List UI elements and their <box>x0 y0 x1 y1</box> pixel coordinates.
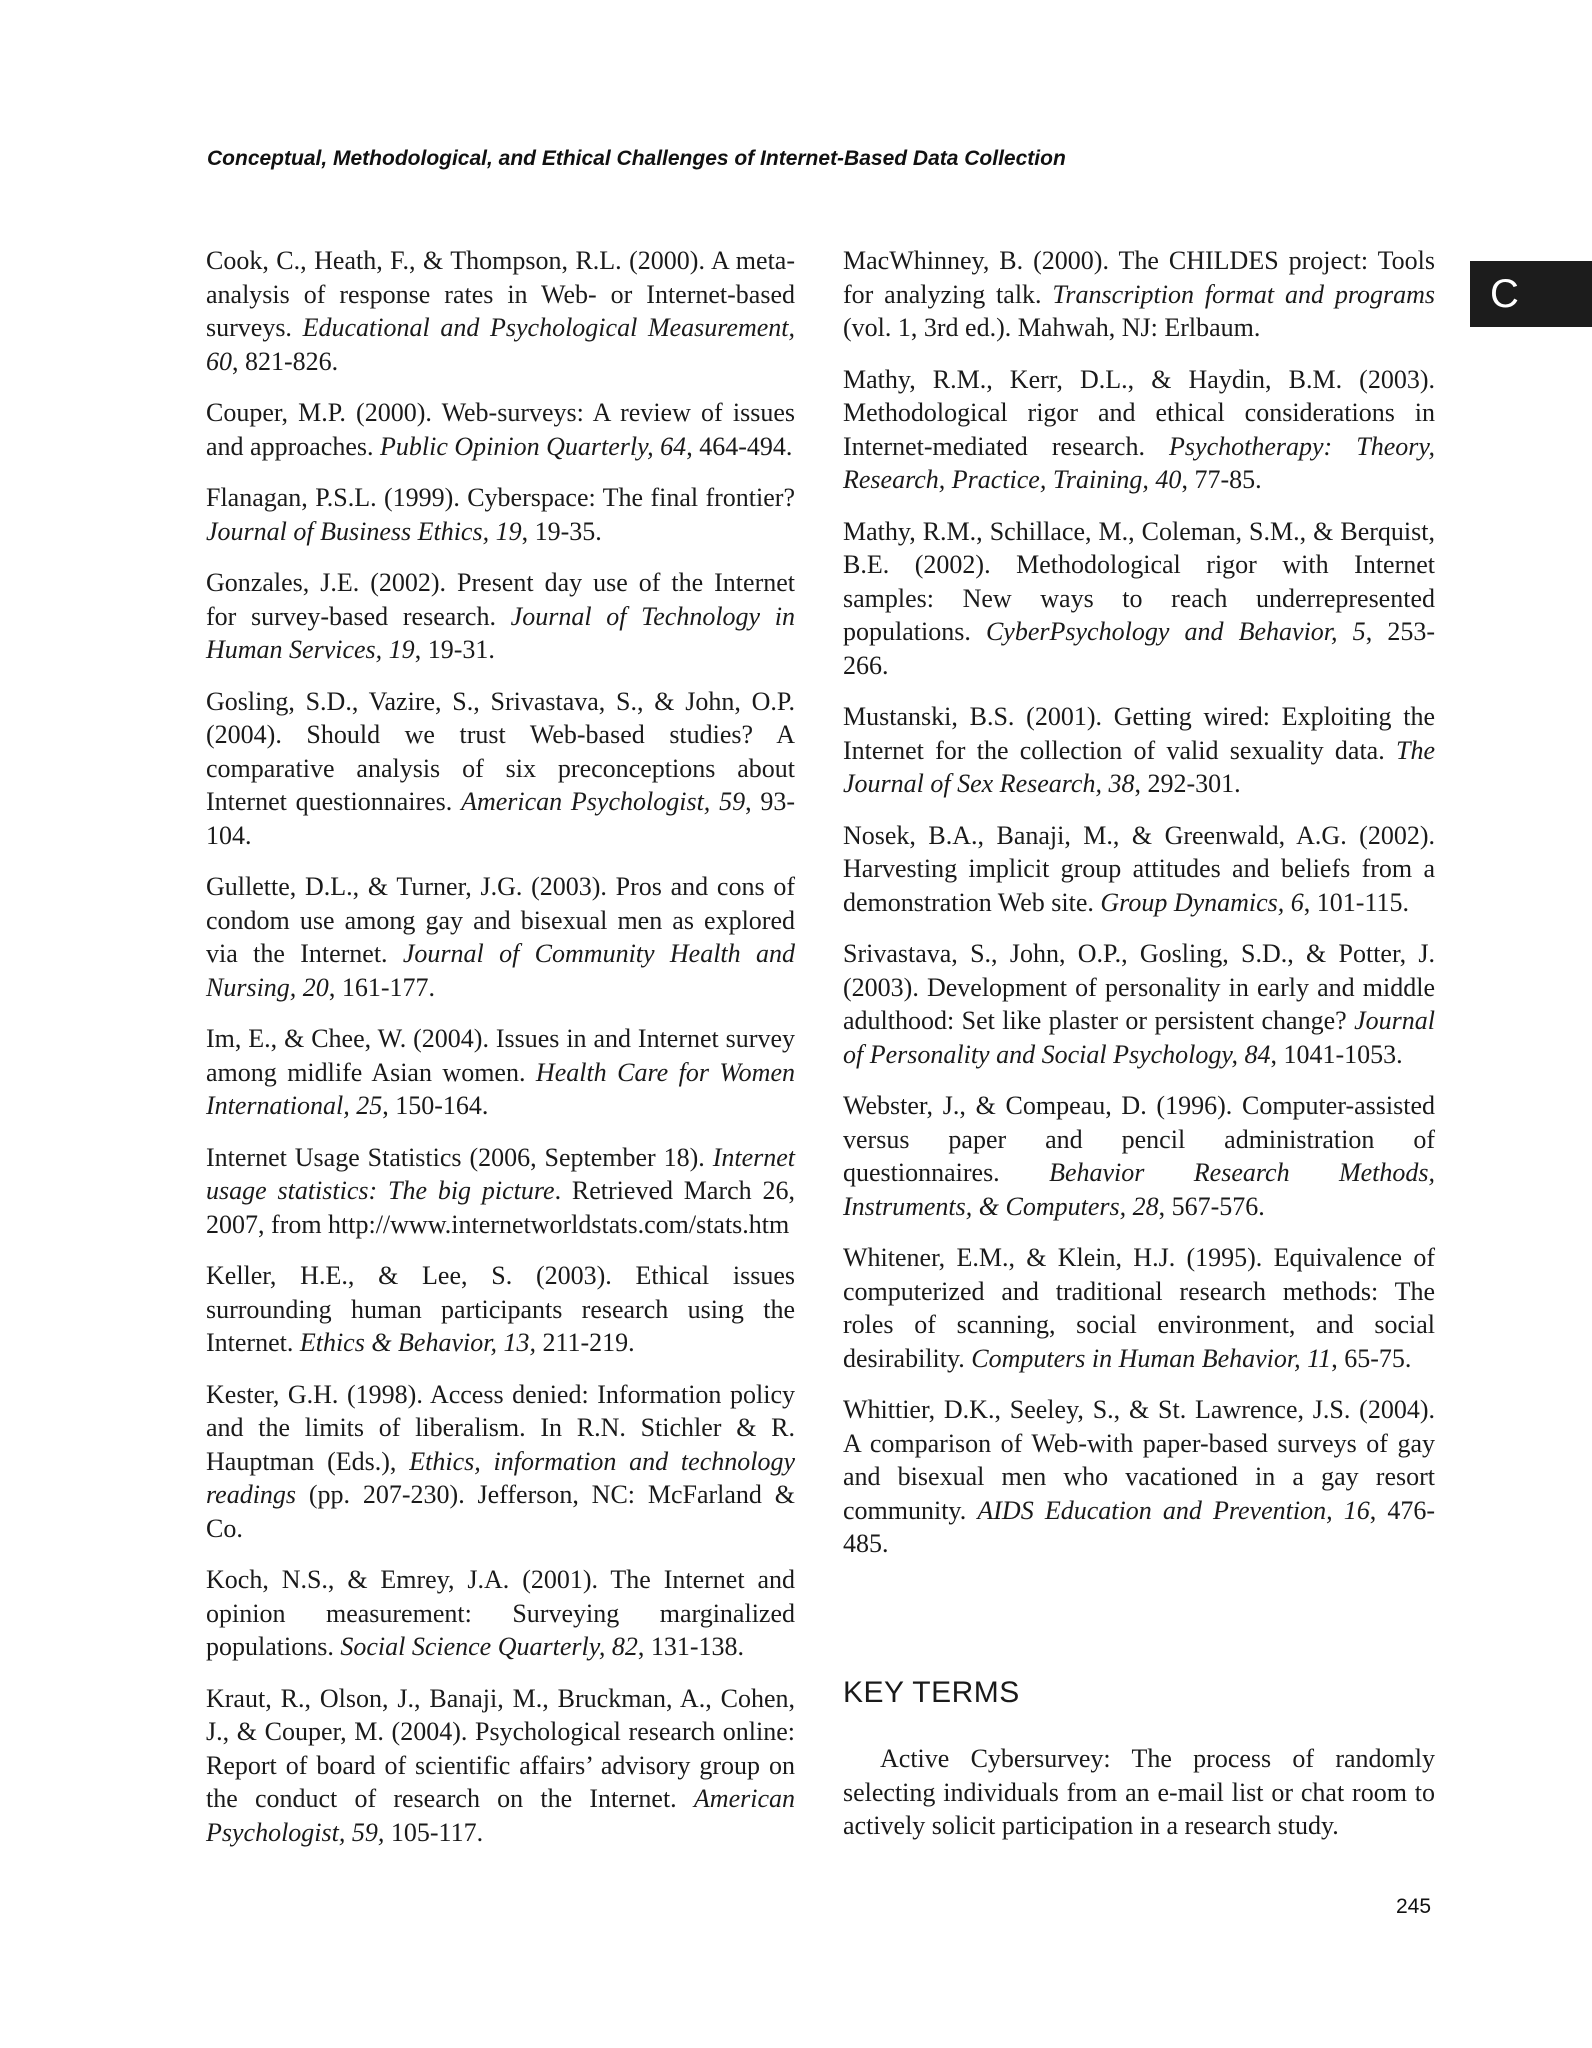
reference-entry <box>206 566 795 667</box>
reference-entry <box>206 244 795 378</box>
reference-authors-title: Nosek, B.A., Banaji, M., & Greenwald, A.G. (2002). Harvesting implicit group attitudes and beliefs from a demonstration Web site. <box>843 820 1435 917</box>
reference-authors-title: Flanagan, P.S.L. (1999). Cyberspace: The final frontier? <box>206 483 795 512</box>
reference-entry <box>843 937 1435 1071</box>
reference-entry <box>843 515 1435 683</box>
reference-source: Journal of Community Health and Nursing, 20 <box>206 939 795 1002</box>
reference-entry <box>843 700 1435 801</box>
reference-authors-title: Whitener, E.M., & Klein, H.J. (1995). Equivalence of computerized and traditional research methods: The roles of scanning, social environment, and social desirability. <box>843 1243 1435 1373</box>
reference-pages: , 19-31. <box>414 635 495 664</box>
reference-source: Behavior Research Methods, Instruments, & Computers, 28 <box>843 1158 1436 1221</box>
reference-entry <box>206 1022 795 1123</box>
reference-authors-title: MacWhinney, B. (2000). The CHILDES project: Tools for analyzing talk. <box>843 246 1435 309</box>
reference-source: Ethics, information and technology readings <box>206 1446 795 1509</box>
reference-source: Group Dynamics, 6 <box>1100 887 1304 917</box>
reference-authors-title: Webster, J., & Compeau, D. (1996). Computer-assisted versus paper and pencil administration of questionnaires. <box>843 1091 1435 1187</box>
reference-source: Ethics & Behavior, 13, <box>299 1328 536 1357</box>
reference-pages: , 101-115. <box>1303 887 1409 917</box>
reference-pages: , 77-85. <box>1181 465 1262 494</box>
reference-pages: , 1041-1053. <box>1270 1039 1403 1069</box>
reference-source: Journal of Personality and Social Psychology, 84 <box>843 1006 1435 1069</box>
reference-entry <box>843 819 1435 920</box>
reference-pages: . Retrieved March 26, 2007, from http://www.internetworldstats.com/stats.htm <box>206 1176 795 1239</box>
reference-source: The Journal of Sex Research, 38 <box>843 735 1435 798</box>
key-term-definition: Active Cybersurvey: The process of randomly selecting individuals from an e-mail list or chat room to actively solicit participation in a research study. <box>843 1744 1435 1840</box>
reference-source: Psychotherapy: Theory, Research, Practice, Training, 40 <box>843 431 1436 494</box>
reference-source: Computers in Human Behavior, 11 <box>971 1343 1332 1373</box>
reference-authors-title: Im, E., & Chee, W. (2004). Issues in and Internet survey among midlife Asian women. <box>206 1024 795 1087</box>
reference-authors-title: Gullette, D.L., & Turner, J.G. (2003). Pros and cons of condom use among gay and bisexual men as explored via the Internet. <box>206 872 795 968</box>
reference-entry <box>206 1563 795 1664</box>
reference-entry <box>206 685 795 853</box>
reference-authors-title: Kraut, R., Olson, J., Banaji, M., Bruckman, A., Cohen, J., & Couper, M. (2004). Psychological research online: Report of board of scientific affairs’ advisory group on the conduct of research on the Internet. <box>206 1683 795 1813</box>
reference-authors-title: Mathy, R.M., Kerr, D.L., & Haydin, B.M. (2003). Methodological rigor and ethical considerations in Internet-mediated research. <box>843 364 1435 461</box>
reference-entry <box>206 1378 795 1546</box>
reference-authors-title: Mustanski, B.S. (2001). Getting wired: Exploiting the Internet for the collection of valid sexuality data. <box>843 702 1435 765</box>
reference-source: CyberPsychology and Behavior, 5 <box>985 617 1366 646</box>
reference-pages: (pp. 207-230). Jefferson, NC: McFarland & Co. <box>206 1480 795 1543</box>
references-left-column <box>206 244 795 1867</box>
reference-entry <box>206 1682 795 1850</box>
reference-entry <box>206 396 795 463</box>
reference-entry <box>843 1089 1435 1223</box>
reference-source: Educational and Psychological Measurement, 60 <box>206 313 795 376</box>
reference-source: Transcription format and programs <box>1052 279 1435 309</box>
reference-authors-title: Kester, G.H. (1998). Access denied: Information policy and the limits of liberalism. In R.N. Stichler & R. Hauptman (Eds.), <box>206 1379 795 1476</box>
running-head: Conceptual, Methodological, and Ethical Challenges of Internet-Based Data Collection <box>207 147 1066 170</box>
reference-authors-title: Mathy, R.M., Schillace, M., Coleman, S.M., & Berquist, B.E. (2002). Methodological rigor with Internet samples: New ways to reach underrepresented populations. <box>843 516 1435 646</box>
references-right-column <box>843 244 1435 1579</box>
reference-source: American Psychologist, 59, <box>206 1784 795 1847</box>
reference-authors-title: Gosling, S.D., Vazire, S., Srivastava, S., & John, O.P. (2004). Should we trust Web-based studies? A comparative analysis of six preconceptions about Internet questionnaires. <box>206 686 795 816</box>
reference-source: Public Opinion Quarterly, 64 <box>379 431 687 461</box>
reference-pages: , 476-485. <box>843 1495 1435 1558</box>
section-tab-marker: C <box>1470 261 1592 327</box>
reference-pages: , 292-301. <box>1134 769 1241 798</box>
reference-pages: 211-219. <box>535 1328 635 1357</box>
reference-pages: , 150-164. <box>382 1091 489 1120</box>
reference-pages: (vol. 1, 3rd ed.). Mahwah, NJ: Erlbaum. <box>843 313 1261 342</box>
reference-entry <box>843 1393 1435 1561</box>
reference-authors-title: Internet Usage Statistics (2006, September 18). <box>206 1142 713 1172</box>
reference-authors-title: Gonzales, J.E. (2002). Present day use of the Internet for survey-based research. <box>206 568 795 631</box>
reference-entry <box>843 244 1435 345</box>
reference-source: Social Science Quarterly, 82 <box>340 1632 638 1661</box>
reference-pages: , 567-576. <box>1158 1191 1265 1221</box>
reference-source: Health Care for Women International, 25 <box>206 1057 795 1120</box>
reference-pages: , 93-104. <box>206 787 796 850</box>
reference-pages: , 161-177. <box>328 972 435 1002</box>
reference-pages: , 464-494. <box>686 431 793 461</box>
reference-authors-title: Koch, N.S., & Emrey, J.A. (2001). The Internet and opinion measurement: Surveying marginalized populations. <box>206 1565 795 1661</box>
reference-authors-title: Srivastava, S., John, O.P., Gosling, S.D., & Potter, J. (2003). Development of personality in early and middle adulthood: Set like plaster or persistent change? <box>843 939 1435 1035</box>
key-terms-heading: KEY TERMS <box>843 1676 1020 1709</box>
reference-pages: , 131-138. <box>637 1632 744 1661</box>
reference-source: Journal of Business Ethics, 19 <box>206 516 522 546</box>
reference-entry <box>206 481 795 548</box>
reference-pages: , 65-75. <box>1331 1343 1412 1373</box>
reference-authors-title: Cook, C., Heath, F., & Thompson, R.L. (2000). A meta-analysis of response rates in Web- or Internet-based surveys. <box>206 246 795 342</box>
reference-pages: , 253-266. <box>843 617 1435 680</box>
reference-authors-title: Couper, M.P. (2000). Web-surveys: A review of issues and approaches. <box>206 398 795 461</box>
reference-pages: , 821-826. <box>232 346 339 376</box>
page-number: 245 <box>1396 1895 1432 1918</box>
reference-entry <box>843 363 1435 497</box>
reference-pages: , 19-35. <box>521 516 602 546</box>
reference-entry <box>843 1241 1435 1375</box>
reference-pages: 105-117. <box>384 1817 484 1847</box>
reference-entry <box>206 1259 795 1360</box>
reference-source: AIDS Education and Prevention, 16 <box>977 1495 1370 1525</box>
reference-source: American Psychologist, 59 <box>461 787 746 816</box>
reference-entry <box>206 1141 795 1242</box>
reference-entry <box>206 870 795 1004</box>
reference-authors-title: Keller, H.E., & Lee, S. (2003). Ethical issues surrounding human participants research using the Internet. <box>206 1261 795 1357</box>
reference-authors-title: Whittier, D.K., Seeley, S., & St. Lawrence, J.S. (2004). A comparison of Web-with paper-based surveys of gay and bisexual men who vacationed in a gay resort community. <box>843 1395 1435 1525</box>
reference-source: Internet usage statistics: The big picture <box>206 1142 795 1205</box>
reference-source: Journal of Technology in Human Services, 19 <box>206 601 795 664</box>
